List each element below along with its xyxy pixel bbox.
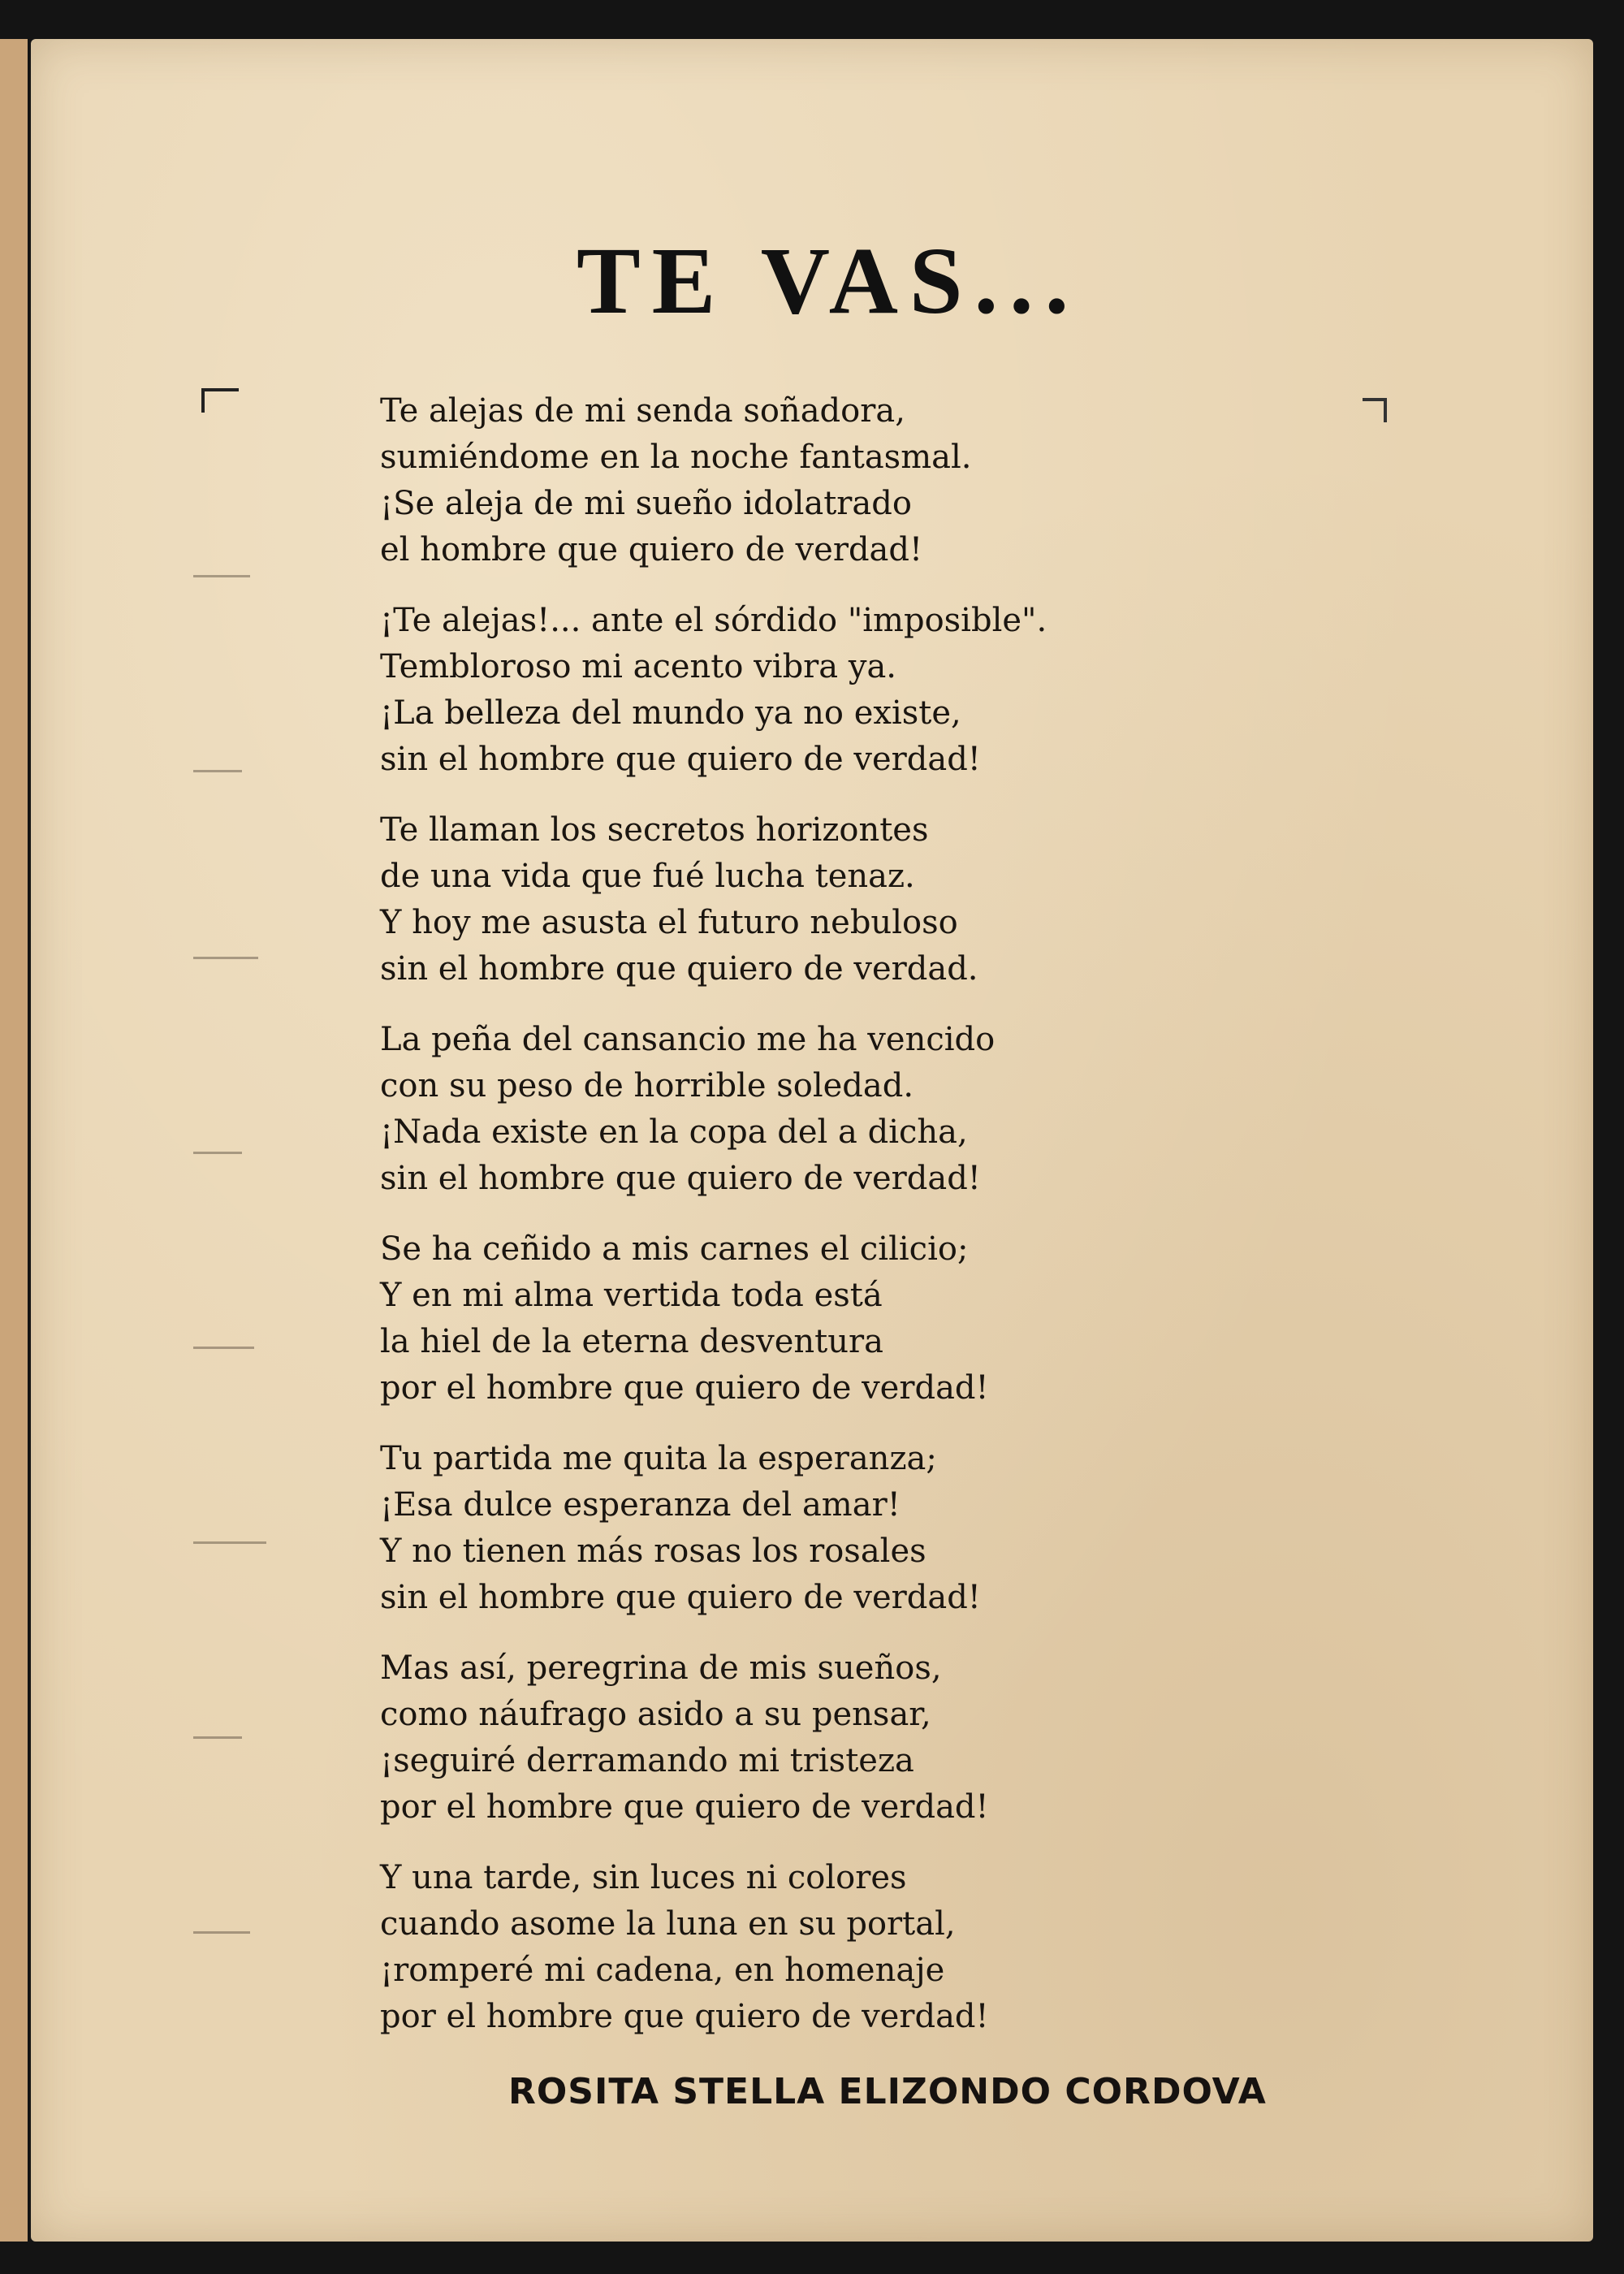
poem-line: sumiéndome en la noche fantasmal. [380,439,972,476]
poem-line: Se ha ceñido a mis carnes el cilicio; [380,1230,969,1268]
stanza-8 [380,1855,1436,2040]
poem-line: ¡La belleza del mundo ya no existe, [380,694,961,732]
stanza-1 [380,388,1436,573]
poem-line: con su peso de horrible soledad. [380,1067,914,1105]
poem-line: ¡seguiré derramando mi tristeza [380,1742,914,1779]
author-signature: ROSITA STELLA ELIZONDO CORDOVA [508,2071,1267,2112]
poem-line: por el hombre que quiero de verdad! [380,1369,989,1407]
poem-line: sin el hombre que quiero de verdad! [380,741,981,778]
poem-line: el hombre que quiero de verdad! [380,531,923,568]
stanza-7 [380,1645,1436,1831]
poem-line: Y en mi alma vertida toda está [380,1277,883,1314]
poem-line: por el hombre que quiero de verdad! [380,1998,989,2035]
poem-line: sin el hombre que quiero de verdad. [380,950,978,988]
margin-print-marks [193,388,339,2004]
poem-line: Tembloroso mi acento vibra ya. [380,648,897,685]
poem-line: cuando asome la luna en su portal, [380,1905,956,1943]
page-left-edge [0,39,28,2242]
poem-line: Te alejas de mi senda soñadora, [380,392,905,430]
poem-line: Y una tarde, sin luces ni colores [380,1859,907,1896]
poem-line: Mas así, peregrina de mis sueños, [380,1649,942,1687]
poem-line: La peña del cansancio me ha vencido [380,1021,996,1058]
stanza-3 [380,807,1436,992]
poem-line: ¡Nada existe en la copa del a dicha, [380,1113,968,1151]
poem-line: la hiel de la eterna desventura [380,1323,883,1360]
poem-line: de una vida que fué lucha tenaz. [380,858,915,895]
poem-line: por el hombre que quiero de verdad! [380,1788,989,1826]
poem-body [380,388,1436,2064]
poem-line: ¡Esa dulce esperanza del amar! [380,1486,901,1524]
poem-line: como náufrago asido a su pensar, [380,1696,931,1733]
poem-line: Te llaman los secretos horizontes [380,811,929,849]
stanza-2 [380,598,1436,783]
magazine-page [31,39,1593,2242]
stanza-5 [380,1226,1436,1412]
poem-line: ¡romperé mi cadena, en homenaje [380,1952,945,1989]
poem-line: sin el hombre que quiero de verdad! [380,1160,981,1197]
poem-line: sin el hombre que quiero de verdad! [380,1579,981,1616]
poem-line: Y hoy me asusta el futuro nebuloso [380,904,958,941]
poem-line: ¡Te alejas!... ante el sórdido "imposible". [380,602,1047,639]
stanza-6 [380,1436,1436,1621]
poem-line: Y no tienen más rosas los rosales [380,1533,926,1570]
poem-title: TE VAS... [576,227,1081,334]
stanza-4 [380,1017,1436,1202]
poem-line: Tu partida me quita la esperanza; [380,1440,937,1477]
poem-line: ¡Se aleja de mi sueño idolatrado [380,485,912,522]
